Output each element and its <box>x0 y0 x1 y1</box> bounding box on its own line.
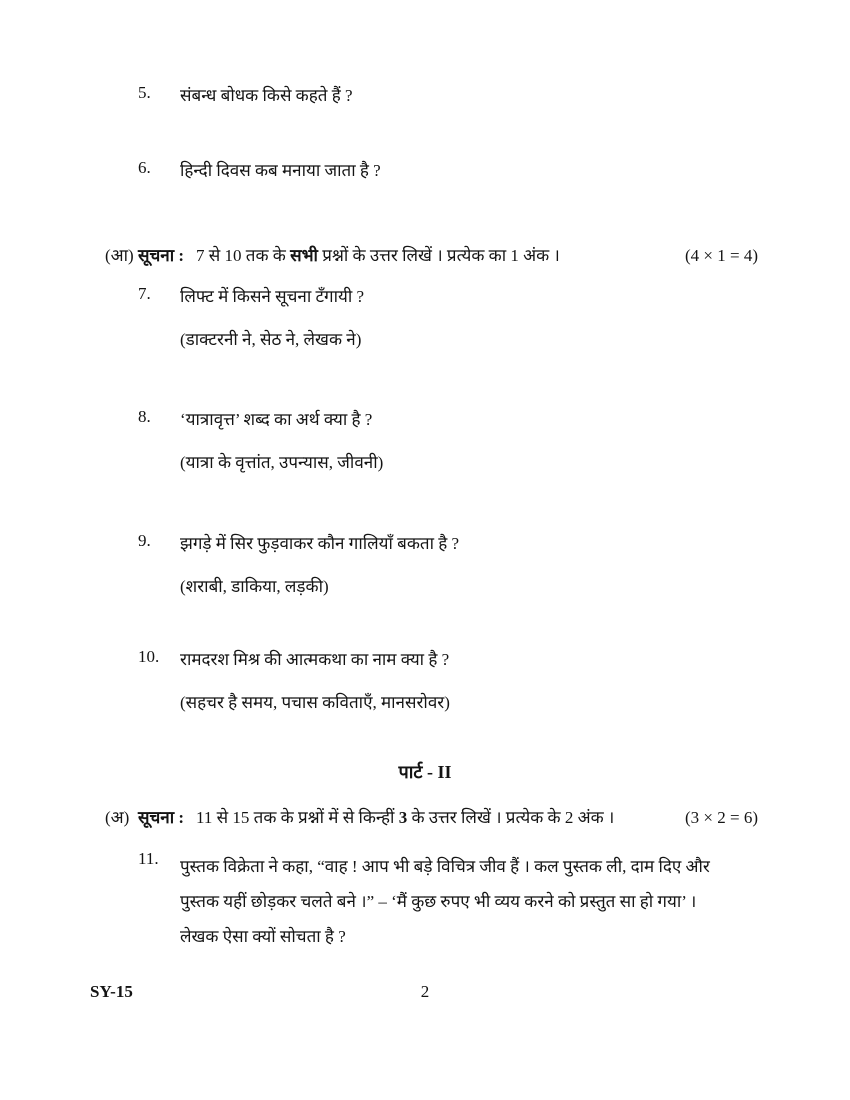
question-7 <box>138 284 758 353</box>
section-a-instruction-text <box>196 805 685 831</box>
question-5 <box>138 83 758 109</box>
question-8-options: (यात्रा के वृत्तांत, उपन्यास, जीवनी) <box>180 453 384 472</box>
question-10-number: 10. <box>138 647 160 666</box>
question-8-body <box>180 407 758 476</box>
question-11-text: पुस्तक विक्रेता ने कहा, “वाह ! आप भी बड़े विचित्र जीव हैं । कल पुस्तक ली, दाम दिए और पुस्तक यहीं छोड़कर चलते बने ।” – ‘मैं कुछ रुपए भी व्यय करने को प्रस्तुत सा हो गया’ । लेखक ऐसा क्यों सोचता है ? <box>180 857 710 946</box>
part-2-title: पार्ट - II <box>398 762 452 782</box>
question-11-number: 11. <box>138 849 159 868</box>
question-9-text: झगड़े में सिर फुड़वाकर कौन गालियाँ बकता है ? <box>180 534 460 553</box>
question-10 <box>138 647 758 716</box>
page-footer <box>0 982 850 1006</box>
section-aa-marks: (4 × 1 = 4) <box>685 246 758 265</box>
paper-code: SY-15 <box>90 982 133 1001</box>
section-a-marks: (3 × 2 = 6) <box>685 808 758 827</box>
section-aa-marker: (आ) <box>105 246 134 265</box>
question-6-number: 6. <box>138 158 151 177</box>
question-7-number: 7. <box>138 284 151 303</box>
question-5-number: 5. <box>138 83 151 102</box>
section-a-marker: (अ) <box>105 808 130 827</box>
question-7-body <box>180 284 758 353</box>
section-aa-instruction-text <box>196 243 685 269</box>
question-5-text: संबन्ध बोधक किसे कहते हैं ? <box>180 86 353 105</box>
section-a-instruction-label: सूचना : <box>138 808 185 827</box>
instruction-text-post: प्रश्नों के उत्तर लिखें । प्रत्येक का 1 अंक । <box>317 246 560 265</box>
question-10-text: रामदरश मिश्र की आत्मकथा का नाम क्या है ? <box>180 650 450 669</box>
instruction-text-pre: 7 से 10 तक के <box>196 246 291 265</box>
section-a-instruction <box>105 805 758 831</box>
question-8-text: ‘यात्रावृत्त’ शब्द का अर्थ क्या है ? <box>180 410 373 429</box>
question-9 <box>138 531 758 600</box>
question-10-options: (सहचर है समय, पचास कविताएँ, मानसरोवर) <box>180 693 450 712</box>
question-6 <box>138 158 758 184</box>
question-6-text: हिन्दी दिवस कब मनाया जाता है ? <box>180 161 381 180</box>
question-7-options: (डाक्टरनी ने, सेठ ने, लेखक ने) <box>180 330 362 349</box>
section-aa-instruction-label: सूचना : <box>138 246 185 265</box>
section-aa-instruction <box>105 243 758 269</box>
question-9-body <box>180 531 758 600</box>
question-8 <box>138 407 758 476</box>
instruction-text-bold: 3 <box>398 808 408 827</box>
question-10-body <box>180 647 758 716</box>
question-9-number: 9. <box>138 531 151 550</box>
question-8-number: 8. <box>138 407 151 426</box>
page-number: 2 <box>420 982 430 1001</box>
instruction-text-post: के उत्तर लिखें । प्रत्येक के 2 अंक । <box>407 808 615 827</box>
instruction-text-bold: सभी <box>290 246 318 265</box>
question-11 <box>138 849 738 954</box>
question-9-options: (शराबी, डाकिया, लड़की) <box>180 577 329 596</box>
instruction-text-pre: 11 से 15 तक के प्रश्नों में से किन्हीं <box>196 808 399 827</box>
question-7-text: लिफ्ट में किसने सूचना टँगायी ? <box>180 287 365 306</box>
